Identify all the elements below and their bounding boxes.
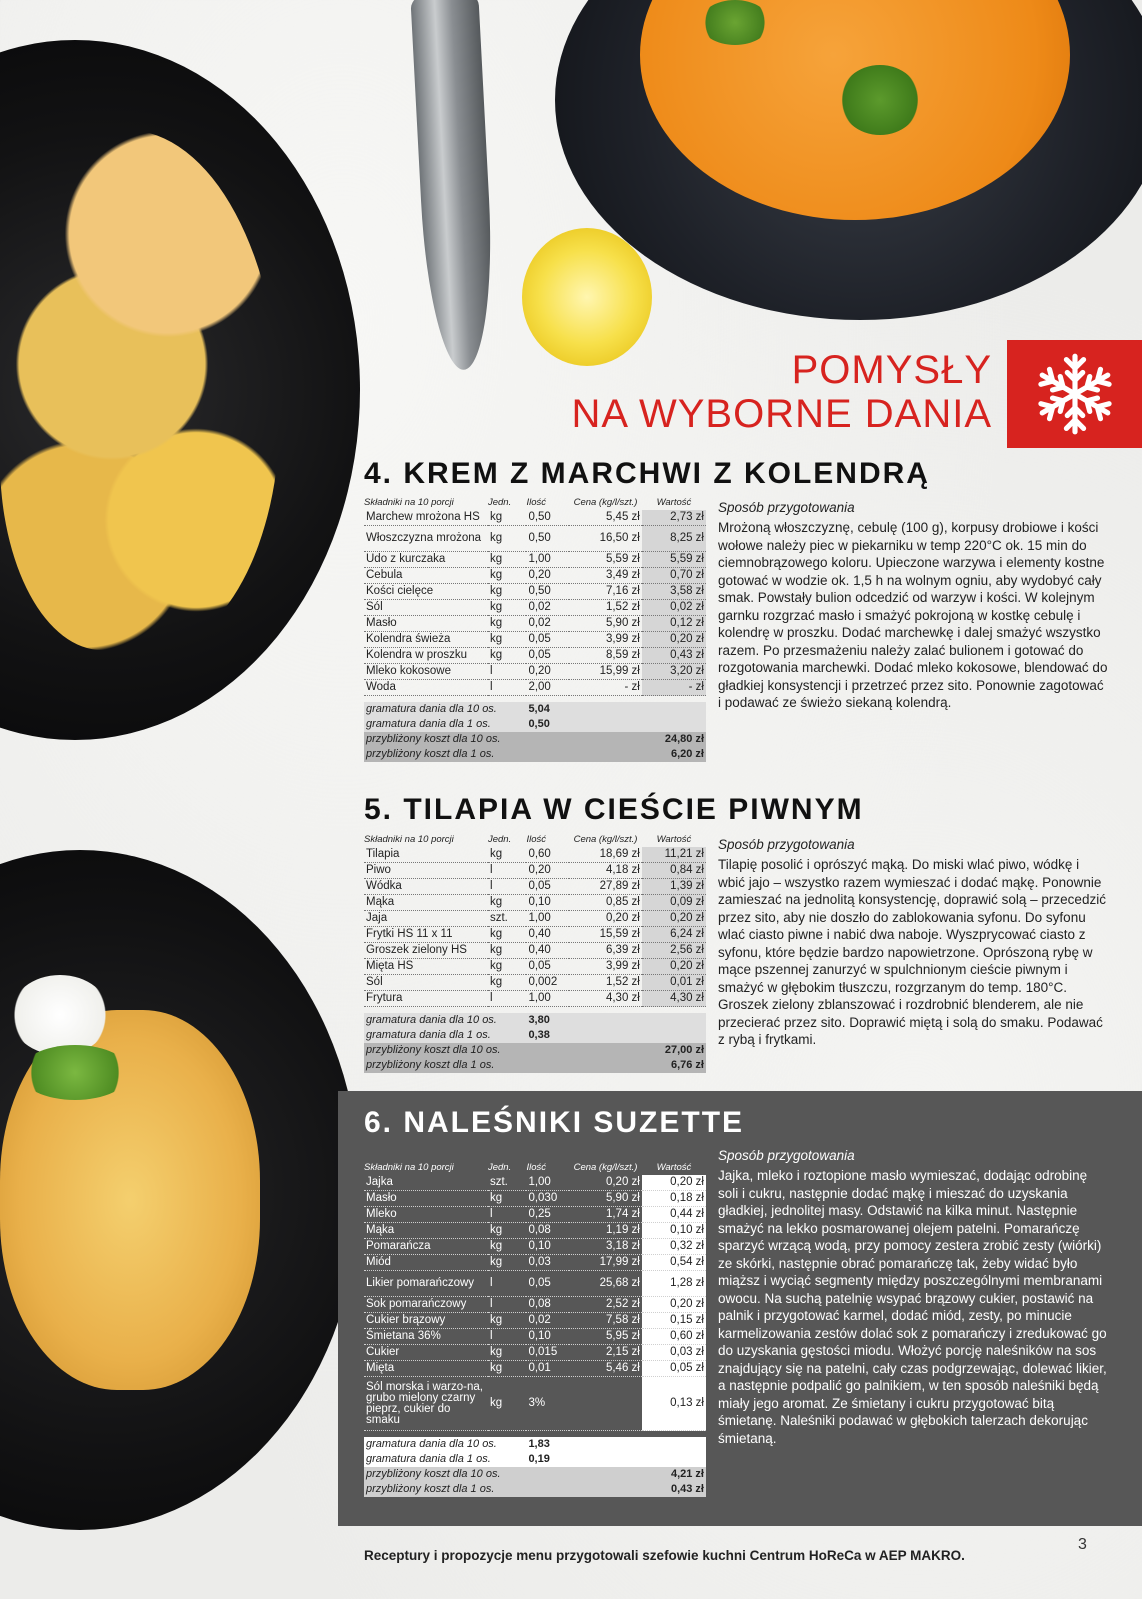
ingredient-qty: 0,02 bbox=[526, 1313, 569, 1329]
ingredient-name: Cebula bbox=[364, 568, 488, 584]
summary-label: przybliżony koszt dla 10 os. bbox=[364, 732, 642, 747]
ingredient-qty: 1,00 bbox=[526, 911, 569, 927]
table-row bbox=[364, 1329, 706, 1345]
ingredient-value: 0,32 zł bbox=[642, 1239, 706, 1255]
table-row bbox=[364, 1255, 706, 1271]
ingredient-unit: kg bbox=[488, 1313, 526, 1329]
summary-label: gramatura dania dla 10 os. bbox=[364, 1013, 526, 1028]
ingredient-qty: 0,10 bbox=[526, 1329, 569, 1345]
ingredient-price: 5,90 zł bbox=[569, 1191, 642, 1207]
ingredient-unit: l bbox=[488, 879, 526, 895]
ingredient-qty: 0,05 bbox=[526, 959, 569, 975]
ingredient-unit: kg bbox=[488, 526, 526, 552]
summary-row-weight-1 bbox=[364, 1028, 706, 1043]
snowflake-badge bbox=[1007, 340, 1142, 448]
ingredient-value: 0,43 zł bbox=[642, 648, 706, 664]
ingredient-price: 1,52 zł bbox=[569, 975, 642, 991]
ingredient-value: 1,28 zł bbox=[642, 1271, 706, 1297]
ingredient-name: Likier pomarańczowy bbox=[364, 1271, 488, 1297]
ingredient-qty: 0,50 bbox=[526, 526, 569, 552]
ingredient-name: Mąka bbox=[364, 1223, 488, 1239]
ingredient-name: Tilapia bbox=[364, 847, 488, 863]
ingredient-qty: 0,20 bbox=[526, 664, 569, 680]
ingredient-price: 0,20 zł bbox=[569, 1175, 642, 1191]
ingredient-value: 3,58 zł bbox=[642, 584, 706, 600]
ingredient-value: 0,10 zł bbox=[642, 1223, 706, 1239]
recipe-6-method bbox=[718, 1148, 1108, 1447]
ingredient-price: 5,95 zł bbox=[569, 1329, 642, 1345]
summary-label: gramatura dania dla 10 os. bbox=[364, 1437, 526, 1452]
ingredient-value: 0,54 zł bbox=[642, 1255, 706, 1271]
ingredient-qty: 0,40 bbox=[526, 943, 569, 959]
ingredient-unit: kg bbox=[488, 510, 526, 526]
ingredient-unit: kg bbox=[488, 1377, 526, 1431]
ingredient-qty: 0,20 bbox=[526, 863, 569, 879]
ingredient-qty: 0,60 bbox=[526, 847, 569, 863]
ingredient-price: 5,59 zł bbox=[569, 552, 642, 568]
summary-value: 0,50 bbox=[526, 717, 706, 732]
ingredient-unit: kg bbox=[488, 552, 526, 568]
ingredient-unit: kg bbox=[488, 1255, 526, 1271]
column-header-unit: Jedn. bbox=[487, 1162, 512, 1173]
ingredient-name: Mięta bbox=[364, 1361, 488, 1377]
ingredient-name: Jajka bbox=[364, 1175, 488, 1191]
summary-value: 6,76 zł bbox=[642, 1058, 706, 1073]
ingredient-price: 8,59 zł bbox=[569, 648, 642, 664]
column-header-price: Cena (kg/l/szt.) bbox=[573, 497, 638, 508]
page-header-title bbox=[571, 348, 992, 436]
mint-garnish-image bbox=[20, 1045, 130, 1100]
table-row bbox=[364, 1175, 706, 1191]
table-row bbox=[364, 1271, 706, 1297]
ingredient-name: Mięta HS bbox=[364, 959, 488, 975]
ingredient-value: 0,20 zł bbox=[642, 632, 706, 648]
ingredient-name: Masło bbox=[364, 616, 488, 632]
ingredient-price: 6,39 zł bbox=[569, 943, 642, 959]
column-header-value: Wartość bbox=[656, 497, 692, 508]
summary-label: przybliżony koszt dla 1 os. bbox=[364, 1058, 642, 1073]
column-header-ingredient: Składniki na 10 porcji bbox=[364, 834, 454, 845]
ingredient-qty: 0,002 bbox=[526, 975, 569, 991]
recipe-5-title: 5. TILAPIA W CIEŚCIE PIWNYM bbox=[364, 793, 864, 826]
ingredient-qty: 0,50 bbox=[526, 584, 569, 600]
table-row bbox=[364, 510, 706, 526]
table-row bbox=[364, 959, 706, 975]
summary-row-cost-10 bbox=[364, 732, 706, 747]
table-row bbox=[364, 1345, 706, 1361]
ingredient-value: 0,60 zł bbox=[642, 1329, 706, 1345]
ingredient-value: 6,24 zł bbox=[642, 927, 706, 943]
summary-label: przybliżony koszt dla 1 os. bbox=[364, 1482, 642, 1497]
ingredient-qty: 0,25 bbox=[526, 1207, 569, 1223]
summary-row-cost-1 bbox=[364, 1482, 706, 1497]
ingredient-unit: kg bbox=[488, 1345, 526, 1361]
ingredient-value: 5,59 zł bbox=[642, 552, 706, 568]
ingredient-price: 0,85 zł bbox=[569, 895, 642, 911]
table-row bbox=[364, 847, 706, 863]
method-heading: Sposób przygotowania bbox=[718, 500, 855, 515]
summary-label: gramatura dania dla 1 os. bbox=[364, 1452, 526, 1467]
ingredient-qty: 0,10 bbox=[526, 895, 569, 911]
ingredient-qty: 0,01 bbox=[526, 1361, 569, 1377]
summary-label: gramatura dania dla 1 os. bbox=[364, 717, 526, 732]
ingredient-qty: 0,05 bbox=[526, 648, 569, 664]
ingredient-price: 5,45 zł bbox=[569, 510, 642, 526]
ingredient-price: 3,49 zł bbox=[569, 568, 642, 584]
summary-row-cost-10 bbox=[364, 1043, 706, 1058]
ingredient-unit: l bbox=[488, 1297, 526, 1313]
summary-label: przybliżony koszt dla 10 os. bbox=[364, 1467, 642, 1482]
ingredient-unit: l bbox=[488, 1329, 526, 1345]
ingredient-value: 0,13 zł bbox=[642, 1377, 706, 1431]
ingredient-price: 18,69 zł bbox=[569, 847, 642, 863]
lemon-image bbox=[522, 228, 652, 366]
ingredient-qty: 0,20 bbox=[526, 568, 569, 584]
table-row bbox=[364, 1361, 706, 1377]
table-row bbox=[364, 1223, 706, 1239]
column-header-unit: Jedn. bbox=[487, 834, 512, 845]
page-number: 3 bbox=[1078, 1536, 1087, 1553]
summary-value: 0,38 bbox=[526, 1028, 706, 1043]
ingredient-value: 2,56 zł bbox=[642, 943, 706, 959]
summary-label: gramatura dania dla 1 os. bbox=[364, 1028, 526, 1043]
ingredient-price: 7,58 zł bbox=[569, 1313, 642, 1329]
ingredient-unit: l bbox=[488, 664, 526, 680]
summary-value: 24,80 zł bbox=[642, 732, 706, 747]
ingredient-name: Wódka bbox=[364, 879, 488, 895]
ingredient-value: 11,21 zł bbox=[642, 847, 706, 863]
ingredient-unit: kg bbox=[488, 959, 526, 975]
ingredient-name: Cukier bbox=[364, 1345, 488, 1361]
ingredient-value: 0,18 zł bbox=[642, 1191, 706, 1207]
footer-credits: Receptury i propozycje menu przygotowali szefowie kuchni Centrum HoReCa w AEP MAKRO. bbox=[364, 1548, 965, 1563]
summary-value: 6,20 zł bbox=[642, 747, 706, 762]
header-line-2: NA WYBORNE DANIA bbox=[571, 392, 992, 436]
ingredient-qty: 0,015 bbox=[526, 1345, 569, 1361]
ingredient-qty: 2,00 bbox=[526, 680, 569, 696]
ingredient-qty: 0,08 bbox=[526, 1223, 569, 1239]
recipe-6-ingredients-table bbox=[364, 1163, 706, 1497]
ingredient-name: Frytki HS 11 x 11 bbox=[364, 927, 488, 943]
column-header-price: Cena (kg/l/szt.) bbox=[573, 1162, 638, 1173]
summary-label: przybliżony koszt dla 10 os. bbox=[364, 1043, 642, 1058]
ingredient-unit: kg bbox=[488, 847, 526, 863]
ingredient-value: 0,20 zł bbox=[642, 911, 706, 927]
ingredient-name: Pomarańcza bbox=[364, 1239, 488, 1255]
table-row bbox=[364, 991, 706, 1007]
ingredient-price bbox=[569, 1377, 642, 1431]
ingredient-price: 25,68 zł bbox=[569, 1271, 642, 1297]
ingredient-unit: kg bbox=[488, 616, 526, 632]
ingredient-price: 1,19 zł bbox=[569, 1223, 642, 1239]
ingredient-value: 0,44 zł bbox=[642, 1207, 706, 1223]
ingredient-unit: kg bbox=[488, 1223, 526, 1239]
ingredient-name: Kości cielęce bbox=[364, 584, 488, 600]
ingredient-price: 7,16 zł bbox=[569, 584, 642, 600]
knife-image bbox=[410, 0, 498, 372]
ingredient-price: 2,52 zł bbox=[569, 1297, 642, 1313]
ingredient-qty: 0,40 bbox=[526, 927, 569, 943]
ingredient-unit: szt. bbox=[488, 911, 526, 927]
ingredient-price: - zł bbox=[569, 680, 642, 696]
ingredient-qty: 0,05 bbox=[526, 1271, 569, 1297]
ingredient-name: Śmietana 36% bbox=[364, 1329, 488, 1345]
ingredient-value: - zł bbox=[642, 680, 706, 696]
ingredient-unit: kg bbox=[488, 1361, 526, 1377]
recipe-4-ingredients-table bbox=[364, 498, 706, 762]
summary-value: 0,19 bbox=[526, 1452, 706, 1467]
table-row bbox=[364, 1207, 706, 1223]
table-row bbox=[364, 1239, 706, 1255]
table-row bbox=[364, 943, 706, 959]
ingredient-qty: 1,00 bbox=[526, 552, 569, 568]
summary-row-weight-1 bbox=[364, 717, 706, 732]
ingredient-qty: 1,00 bbox=[526, 1175, 569, 1191]
ingredient-name: Sok pomarańczowy bbox=[364, 1297, 488, 1313]
ingredient-qty: 0,02 bbox=[526, 600, 569, 616]
table-row bbox=[364, 616, 706, 632]
ingredient-price: 17,99 zł bbox=[569, 1255, 642, 1271]
ingredient-price: 4,18 zł bbox=[569, 863, 642, 879]
ingredient-price: 1,74 zł bbox=[569, 1207, 642, 1223]
ingredient-value: 0,05 zł bbox=[642, 1361, 706, 1377]
ingredient-name: Frytura bbox=[364, 991, 488, 1007]
header-line-1: POMYSŁY bbox=[791, 348, 992, 392]
summary-row-weight-1 bbox=[364, 1452, 706, 1467]
ingredient-value: 2,73 zł bbox=[642, 510, 706, 526]
summary-value: 1,83 bbox=[526, 1437, 706, 1452]
ingredient-qty: 0,50 bbox=[526, 510, 569, 526]
recipe-5-ingredients-table bbox=[364, 835, 706, 1073]
table-row bbox=[364, 648, 706, 664]
table-row bbox=[364, 879, 706, 895]
table-row bbox=[364, 552, 706, 568]
ingredient-name: Udo z kurczaka bbox=[364, 552, 488, 568]
method-heading: Sposób przygotowania bbox=[718, 1148, 855, 1163]
summary-row-cost-1 bbox=[364, 1058, 706, 1073]
summary-row-weight-10 bbox=[364, 702, 706, 717]
summary-label: gramatura dania dla 10 os. bbox=[364, 702, 526, 717]
column-header-value: Wartość bbox=[656, 1162, 692, 1173]
ingredient-value: 8,25 zł bbox=[642, 526, 706, 552]
ingredient-value: 4,30 zł bbox=[642, 991, 706, 1007]
ingredient-name: Sól bbox=[364, 975, 488, 991]
ingredient-qty: 0,03 bbox=[526, 1255, 569, 1271]
table-row bbox=[364, 526, 706, 552]
ingredient-qty: 0,10 bbox=[526, 1239, 569, 1255]
table-row bbox=[364, 927, 706, 943]
ingredient-price: 3,18 zł bbox=[569, 1239, 642, 1255]
ingredient-price: 2,15 zł bbox=[569, 1345, 642, 1361]
ingredient-value: 0,70 zł bbox=[642, 568, 706, 584]
snowflake-icon bbox=[1032, 351, 1118, 437]
column-header-qty: Ilość bbox=[526, 1162, 546, 1173]
ingredient-value: 0,02 zł bbox=[642, 600, 706, 616]
column-header-ingredient: Składniki na 10 porcji bbox=[364, 497, 454, 508]
ingredient-value: 0,15 zł bbox=[642, 1313, 706, 1329]
ingredient-name: Sól morska i warzo-na, grubo mielony czarny pieprz, cukier do smaku bbox=[364, 1377, 488, 1431]
ingredient-name: Kolendra świeża bbox=[364, 632, 488, 648]
ingredient-qty: 1,00 bbox=[526, 991, 569, 1007]
ingredient-value: 0,09 zł bbox=[642, 895, 706, 911]
ingredient-name: Masło bbox=[364, 1191, 488, 1207]
ingredient-value: 1,39 zł bbox=[642, 879, 706, 895]
ingredient-name: Jaja bbox=[364, 911, 488, 927]
recipe-4-title: 4. KREM Z MARCHWI Z KOLENDRĄ bbox=[364, 457, 930, 490]
column-header-ingredient: Składniki na 10 porcji bbox=[364, 1162, 454, 1173]
ingredient-unit: l bbox=[488, 1271, 526, 1297]
summary-label: przybliżony koszt dla 1 os. bbox=[364, 747, 642, 762]
table-row bbox=[364, 1377, 706, 1431]
ingredient-value: 0,12 zł bbox=[642, 616, 706, 632]
whipped-cream-image bbox=[10, 975, 110, 1055]
summary-value: 27,00 zł bbox=[642, 1043, 706, 1058]
ingredient-price: 3,99 zł bbox=[569, 632, 642, 648]
ingredient-unit: l bbox=[488, 1207, 526, 1223]
recipe-4-method bbox=[718, 500, 1108, 712]
table-row bbox=[364, 568, 706, 584]
ingredient-price: 15,59 zł bbox=[569, 927, 642, 943]
column-header-value: Wartość bbox=[656, 834, 692, 845]
ingredient-name: Sól bbox=[364, 600, 488, 616]
ingredient-name: Mleko bbox=[364, 1207, 488, 1223]
ingredient-unit: kg bbox=[488, 600, 526, 616]
ingredient-name: Marchew mrożona HS bbox=[364, 510, 488, 526]
summary-row-weight-10 bbox=[364, 1013, 706, 1028]
summary-row-cost-1 bbox=[364, 747, 706, 762]
ingredient-name: Kolendra w proszku bbox=[364, 648, 488, 664]
column-header-qty: Ilość bbox=[526, 834, 546, 845]
coriander-garnish-image bbox=[700, 0, 770, 45]
ingredient-value: 0,20 zł bbox=[642, 1175, 706, 1191]
coriander-garnish-image bbox=[840, 65, 920, 135]
table-row bbox=[364, 1313, 706, 1329]
column-header-unit: Jedn. bbox=[487, 497, 512, 508]
ingredient-value: 0,20 zł bbox=[642, 959, 706, 975]
table-header-row bbox=[364, 1163, 706, 1175]
summary-value: 5,04 bbox=[526, 702, 706, 717]
ingredient-qty: 0,05 bbox=[526, 879, 569, 895]
ingredient-price: 15,99 zł bbox=[569, 664, 642, 680]
ingredient-unit: kg bbox=[488, 895, 526, 911]
ingredient-name: Włoszczyzna mrożona bbox=[364, 526, 488, 552]
ingredient-unit: kg bbox=[488, 975, 526, 991]
ingredient-name: Cukier brązowy bbox=[364, 1313, 488, 1329]
table-row bbox=[364, 680, 706, 696]
ingredient-unit: kg bbox=[488, 943, 526, 959]
summary-value: 3,80 bbox=[526, 1013, 706, 1028]
ingredient-qty: 0,02 bbox=[526, 616, 569, 632]
summary-value: 4,21 zł bbox=[642, 1467, 706, 1482]
ingredient-unit: l bbox=[488, 863, 526, 879]
table-row bbox=[364, 863, 706, 879]
ingredient-price: 3,99 zł bbox=[569, 959, 642, 975]
table-row bbox=[364, 911, 706, 927]
recipe-5-method bbox=[718, 837, 1108, 1049]
method-heading: Sposób przygotowania bbox=[718, 837, 855, 852]
summary-row-weight-10 bbox=[364, 1437, 706, 1452]
ingredient-price: 5,46 zł bbox=[569, 1361, 642, 1377]
ingredient-unit: kg bbox=[488, 568, 526, 584]
summary-value: 0,43 zł bbox=[642, 1482, 706, 1497]
ingredient-price: 0,20 zł bbox=[569, 911, 642, 927]
table-row bbox=[364, 1191, 706, 1207]
ingredient-qty: 0,030 bbox=[526, 1191, 569, 1207]
ingredient-unit: l bbox=[488, 991, 526, 1007]
ingredient-name: Woda bbox=[364, 680, 488, 696]
ingredient-price: 5,90 zł bbox=[569, 616, 642, 632]
ingredient-value: 0,84 zł bbox=[642, 863, 706, 879]
table-row bbox=[364, 600, 706, 616]
ingredient-value: 0,03 zł bbox=[642, 1345, 706, 1361]
table-row bbox=[364, 975, 706, 991]
ingredient-value: 0,20 zł bbox=[642, 1297, 706, 1313]
summary-row-cost-10 bbox=[364, 1467, 706, 1482]
ingredient-unit: szt. bbox=[488, 1175, 526, 1191]
table-row bbox=[364, 584, 706, 600]
ingredient-price: 1,52 zł bbox=[569, 600, 642, 616]
ingredient-price: 4,30 zł bbox=[569, 991, 642, 1007]
ingredient-qty: 3% bbox=[526, 1377, 569, 1431]
table-row bbox=[364, 895, 706, 911]
column-header-price: Cena (kg/l/szt.) bbox=[573, 834, 638, 845]
ingredient-name: Mleko kokosowe bbox=[364, 664, 488, 680]
ingredient-unit: kg bbox=[488, 648, 526, 664]
table-row bbox=[364, 664, 706, 680]
ingredient-unit: kg bbox=[488, 1239, 526, 1255]
column-header-qty: Ilość bbox=[526, 497, 546, 508]
table-header-row bbox=[364, 498, 706, 510]
method-text: Mrożoną włoszczyznę, cebulę (100 g), korpusy drobiowe i kości wołowe należy piec w piekarniku w temp 220°C ok. 15 min do ciemnobrązowego koloru. Upieczone warzywa i elementy kostne gotować w wodzie ok. 1,5 h na wolnym ogniu, aby wydobyć cały smak. Powstały bulion odcedzić od warzyw i kości. W kolejnym garnku rozgrzać masło i smażyć pokrojoną w kostkę cebulę i kolendrę w proszku. Dodać marchewkę i dalej smażyć wszystko razem. Po przesmażeniu należy zalać bulionem i gotować do rozgotowania marchewki. Dodać mleko kokosowe, blendować do gładkiej konsystencji i przetrzeć przez sito. Ponownie zagotować i podawać ze świeżo siekaną kolendrą. bbox=[718, 520, 1108, 710]
ingredient-name: Mąka bbox=[364, 895, 488, 911]
table-row bbox=[364, 632, 706, 648]
ingredient-qty: 0,08 bbox=[526, 1297, 569, 1313]
table-header-row bbox=[364, 835, 706, 847]
ingredient-unit: kg bbox=[488, 584, 526, 600]
ingredient-name: Groszek zielony HS bbox=[364, 943, 488, 959]
ingredient-name: Piwo bbox=[364, 863, 488, 879]
method-text: Jajka, mleko i roztopione masło wymieszać, dodając odrobinę soli i cukru, następnie dodać mąkę i mieszać do uzyskania gładkiej, jednolitej masy. Odstawić na kilka minut. Następnie smażyć na lekko posmarowanej olejem patelni. Pomarańczę sparzyć wrzącą wodą, przy pomocy zestera zrobić zesty (wiórki) ze skórki, następnie obrać pomarańczę tak, żeby widać było miąższ i wyciąć segmenty między poszczególnymi membranami owocu. Na suchą patelnię wsypać brązowy cukier, postawić na palnik i przygotować karmel, dodać miód, zesty, po minucie karmelizowania zestów dolać sok z pomarańczy i zredukować go do uzyskania gęstości miodu. Włożyć porcję naleśników na sos znajdujący się na patelni, cały czas podgrzewając, dolewać likier, a następnie podpalić go palnikiem, w ten sposób naleśniki będą miały jego aromat. Ze śmietany i cukru przygotować bitą śmietanę. Naleśniki podawać w głębokich talerzach dekorując śmietaną. bbox=[718, 1168, 1107, 1446]
method-text: Tilapię posolić i oprószyć mąką. Do miski wlać piwo, wódkę i wbić jajo – wszystko razem wymieszać i dodać mąkę. Ponownie zamieszać na jednolitą konsystencję, doprawić solą – przecedzić przez sito, aby nie doszło do zablokowania syfonu. Do syfonu wlać ciasto piwne i nabić dwa naboje. Wyszprycować ciasto z syfonu, które będzie bardzo napowietrzone. Oprószoną rybę w mące pszennej zanurzyć w spulchnionym cieście piwnym i smażyć w głębokim tłuszczu, rozgrzanym do temp. 180°C. Groszek zielony zblanszować i rozdrobnić blenderem, ale nie przecierać przez sito. Doprawić miętą i solą do smaku. Podawać z rybą i frytkami. bbox=[718, 857, 1106, 1047]
ingredient-unit: kg bbox=[488, 927, 526, 943]
ingredient-price: 27,89 zł bbox=[569, 879, 642, 895]
ingredient-unit: l bbox=[488, 680, 526, 696]
ingredient-value: 0,01 zł bbox=[642, 975, 706, 991]
recipe-6-title: 6. NALEŚNIKI SUZETTE bbox=[364, 1106, 745, 1139]
ingredient-unit: kg bbox=[488, 632, 526, 648]
ingredient-name: Miód bbox=[364, 1255, 488, 1271]
ingredient-unit: kg bbox=[488, 1191, 526, 1207]
ingredient-qty: 0,05 bbox=[526, 632, 569, 648]
table-row bbox=[364, 1297, 706, 1313]
ingredient-price: 16,50 zł bbox=[569, 526, 642, 552]
ingredient-value: 3,20 zł bbox=[642, 664, 706, 680]
